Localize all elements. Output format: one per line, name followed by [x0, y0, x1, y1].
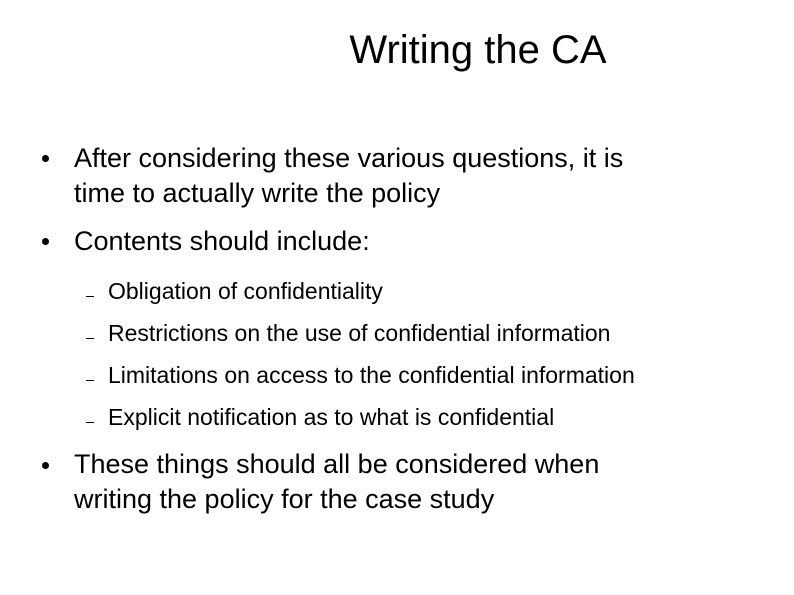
- bullet-icon: [42, 462, 49, 469]
- bullet-text: writing the policy for the case study: [74, 484, 495, 514]
- bullet-text: These things should all be considered when: [74, 449, 600, 479]
- sub-item-text: Explicit notification as to what is confidential: [108, 404, 555, 430]
- sub-item-text: Obligation of confidentiality: [108, 278, 383, 304]
- sub-item-text: Restrictions on the use of confidential information: [108, 320, 611, 346]
- bullet-text: After considering these various questions, it is: [74, 143, 624, 173]
- dash-icon: [86, 296, 94, 297]
- bullet-text: time to actually write the policy: [74, 178, 441, 208]
- dash-icon: [86, 422, 94, 423]
- dash-icon: [86, 338, 94, 339]
- bullet-icon: [42, 238, 49, 245]
- slide-title: Writing the CA: [349, 28, 607, 72]
- bullet-text: Contents should include:: [74, 226, 370, 256]
- dash-icon: [86, 380, 94, 381]
- bullet-icon: [42, 155, 49, 162]
- sub-item-text: Limitations on access to the confidential information: [108, 362, 635, 388]
